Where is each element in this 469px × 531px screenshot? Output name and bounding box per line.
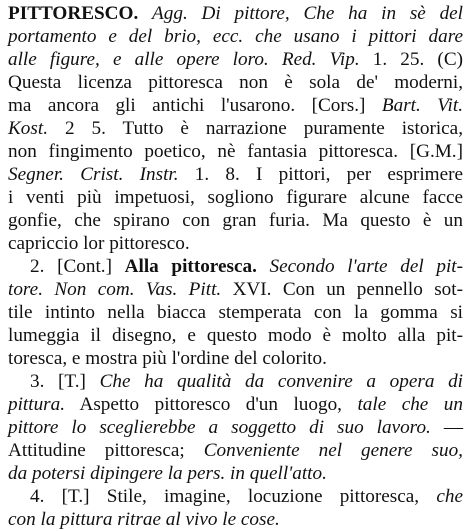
italic-text: portamento e del brio, ecc. che usano i pittori dare	[8, 26, 463, 47]
text-line	[8, 94, 463, 117]
text-span: tile intinto nella biacca stemperata con la gomma si	[8, 302, 463, 323]
text-span	[257, 256, 270, 277]
text-span: lumeggia il disegno, e questo modo è molto alla pit-	[8, 325, 463, 346]
text-span: —	[430, 417, 464, 438]
text-line	[8, 117, 463, 140]
italic-text: Segner. Crist. Instr.	[8, 164, 179, 185]
text-line	[8, 48, 463, 71]
text-line	[8, 393, 463, 416]
headword: PITTORESCO.	[8, 3, 139, 24]
text-line	[8, 416, 463, 439]
italic-text: tale che un	[357, 394, 463, 415]
text-span: toresca, e mostra più l'ordine del colorito.	[8, 348, 327, 369]
text-line	[8, 301, 463, 324]
text-span: 3. [T.]	[30, 371, 100, 392]
text-span: Questa licenza pittoresca non è sola de' moderni,	[8, 72, 463, 93]
italic-text: Kost.	[8, 118, 48, 139]
text-span: 2. [Cont.]	[30, 256, 125, 277]
italic-text: Conveniente nel genere suo,	[203, 440, 463, 461]
italic-text: tore. Non com. Vas. Pitt.	[8, 279, 222, 300]
italic-text: alle figure, e alle opere loro. Red. Vip.	[8, 49, 360, 70]
text-line	[8, 232, 463, 255]
text-line	[8, 2, 463, 25]
text-span: 2 5. Tutto è narrazione puramente istorica,	[48, 118, 463, 139]
italic-text: pittura.	[8, 394, 66, 415]
text-line	[8, 508, 463, 531]
italic-text: che	[436, 486, 463, 507]
italic-text: con la pittura ritrae al vivo le cose.	[8, 509, 280, 530]
text-span: 1. 8. I pittori, per esprimere	[178, 164, 464, 185]
text-span: gonfie, che spirano con gran furia. Ma questo è un	[8, 210, 463, 231]
italic-text: Secondo l'arte del pit-	[269, 256, 463, 277]
text-line	[8, 347, 463, 370]
italic-text: da potersi dipingere la pers. in quell'atto.	[8, 463, 327, 484]
text-line	[8, 278, 463, 301]
text-line	[8, 163, 463, 186]
text-span: Stile, imagine, locuzione pittoresca,	[106, 486, 437, 507]
text-span: ma ancora gli antichi l'usarono. [Cors.]	[8, 95, 382, 116]
text-span: capriccio lor pittoresco.	[8, 233, 190, 254]
text-line	[8, 439, 463, 462]
text-line	[8, 324, 463, 347]
italic-text: Agg. Di pittore, Che ha in sè del	[152, 3, 464, 24]
text-span: i venti più impetuosi, sogliono figurare alcune facce	[8, 187, 463, 208]
italic-text: pittore lo sceglierebbe a soggetto di suo lavoro.	[8, 417, 431, 438]
text-line	[8, 71, 463, 94]
text-span: XVI. Con un pennello sot-	[221, 279, 463, 300]
text-span: Aspetto pittoresco d'un luogo,	[65, 394, 358, 415]
headword: Alla pittoresca.	[124, 256, 257, 277]
italic-text: Bart. Vit.	[381, 95, 463, 116]
text-span: 4. [T.]	[30, 486, 107, 507]
text-line	[8, 140, 463, 163]
text-line	[8, 485, 463, 508]
text-span: non fingimento poetico, nè fantasia pittoresca. [G.M.]	[8, 141, 463, 162]
text-line	[8, 462, 463, 485]
text-line	[8, 186, 463, 209]
text-span: Attitudine pittoresca;	[8, 440, 204, 461]
text-span: 1. 25. (C)	[359, 49, 464, 70]
italic-text: Che ha qualità da convenire a opera di	[99, 371, 464, 392]
text-line	[8, 209, 463, 232]
text-span	[138, 3, 152, 24]
text-line	[8, 25, 463, 48]
text-line	[8, 370, 463, 393]
text-line	[8, 255, 463, 278]
